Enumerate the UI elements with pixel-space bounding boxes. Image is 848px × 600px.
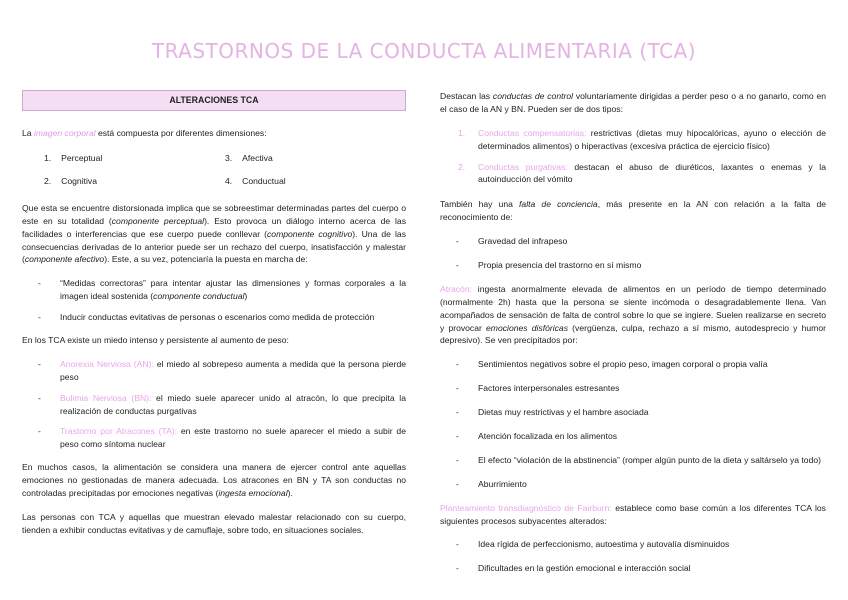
processes-list <box>440 538 826 575</box>
list-item: 2. Cognitiva <box>44 175 97 186</box>
list-item: - Sentimientos negativos sobre el propio peso, imagen corporal o propia valía <box>440 358 826 371</box>
list-item: 4. Conductual <box>225 175 286 186</box>
list-item: - Factores interpersonales estresantes <box>440 382 826 395</box>
right-column <box>440 90 826 586</box>
list-item: - Trastorno por Atracones (TA): en este trastorno no suele aparecer el miedo a subir de peso como síntoma nuclear <box>22 425 406 451</box>
awareness-paragraph: También hay una falta de conciencia, más presente en la AN con relación a la falta de reconocimiento de: <box>440 199 827 223</box>
list-item: - Inducir conductas evitativas de personas o escenarios como medida de protección <box>22 311 406 324</box>
awareness-list <box>440 235 826 272</box>
list-item: - Atención focalizada en los alimentos <box>440 430 826 443</box>
body-image-intro: La imagen corporal está compuesta por diferentes dimensiones: <box>22 128 267 139</box>
list-item: 3. Afectiva <box>225 153 273 164</box>
avoidance-paragraph: Las personas con TCA y aquellas que muestran elevado malestar relacionado con su cuerpo, tienden a exhibir conductas evitativas y de camuflaje, sobre todo, en situaciones sociales. <box>22 511 406 535</box>
term-body-image: imagen corporal <box>33 128 96 139</box>
fear-intro: En los TCA existe un miedo intenso y persistente al aumento de peso: <box>22 334 289 345</box>
left-column <box>22 90 406 548</box>
disorders-list <box>22 358 406 451</box>
control-behaviors-paragraph: Destacan las conductas de control voluntariamente dirigidas a perder peso o a no ganarlo, como en el caso de la AN y BN. Pueden ser de dos tipos: <box>440 91 827 114</box>
emotional-eating-paragraph: En muchos casos, la alimentación se considera una manera de ejercer control ante aquellas emociones no gestionadas de manera adecuada. Los atracones en BN y TA son conductas no controladas precipitadas por emociones negativas (ingesta emocional). <box>22 462 406 498</box>
list-item: - Gravedad del infrapeso <box>440 235 826 248</box>
fairburn-paragraph: Planteamiento transdiagnóstico de Fairburn: establece como base común a los diferentes TCA los siguientes procesos subyacentes alterados: <box>440 502 826 526</box>
list-item: 1. Conductas compensatorias: restrictivas (dietas muy hipocalóricas, ayuno o elección de determinados alimentos) o hiperactivas (excesiva práctica de ejercicio físico) <box>458 127 826 151</box>
list-item: - “Medidas correctoras” para intentar ajustar las dimensiones y formas corporales a la imagen ideal sostenida (componente conductual) <box>22 277 406 303</box>
actions-list <box>22 277 406 324</box>
control-types-list <box>440 127 826 187</box>
list-item: 1. Perceptual <box>44 153 103 164</box>
list-item: - Idea rígida de perfeccionismo, autoestima y autovalía disminuidos <box>440 538 826 551</box>
section-header: ALTERACIONES TCA <box>22 90 406 111</box>
list-item: - El efecto “violación de la abstinencia” (romper algún punto de la dieta y saltárselo ya todo) <box>440 454 826 467</box>
list-item: 2. Conductas purgativas: destacan el abuso de diuréticos, laxantes o enemas y la autoinducción del vómito <box>458 161 826 185</box>
list-item: - Dificultades en la gestión emocional e interacción social <box>440 562 826 575</box>
triggers-list <box>440 358 826 490</box>
dimensions-list <box>44 152 406 188</box>
list-item: - Propia presencia del trastorno en sí mismo <box>440 259 826 272</box>
binge-paragraph: Atracón: ingesta anormalmente elevada de alimentos en un período de tiempo determinado (normalmente 2h) hasta que la persona se siente incómoda o desagradablemente llena. Van acompañados de sensación de falta de control sobre lo que se ingiere. Suelen realizarse en secreto y provocar emociones disfóricas (vergüenza, culpa, rechazo a sí mismo, autodesprecio y humor depresivo). Se ven precipitados por: <box>440 283 826 346</box>
list-item: - Aburrimiento <box>440 478 826 491</box>
list-item: - Dietas muy restrictivas y el hambre asociada <box>440 406 826 419</box>
page-title: TRASTORNOS DE LA CONDUCTA ALIMENTARIA (TCA) <box>151 39 697 63</box>
list-item: - Anorexia Nerviosa (AN): el miedo al sobrepeso aumenta a medida que la persona pierde peso <box>22 358 406 384</box>
list-item: - Bulimia Nerviosa (BN): el miedo suele aparecer unido al atracón, lo que precipita la realización de conductas purgativas <box>22 392 406 418</box>
distortion-paragraph: Que esta se encuentre distorsionada implica que se sobreestimar determinadas partes del cuerpo o este en su totalidad (componente perceptual). Esto provoca un diálogo interno acerca de las facilidades o interferencias que ese cuerpo puede conllevar (componente cognitivo). Una de las consecuencias derivadas de lo anterior puede ser un rechazo del cuerpo, insatisfacción y malestar (componente afectivo). Este, a su vez, potenciaría la puesta en marcha de: <box>22 202 406 265</box>
